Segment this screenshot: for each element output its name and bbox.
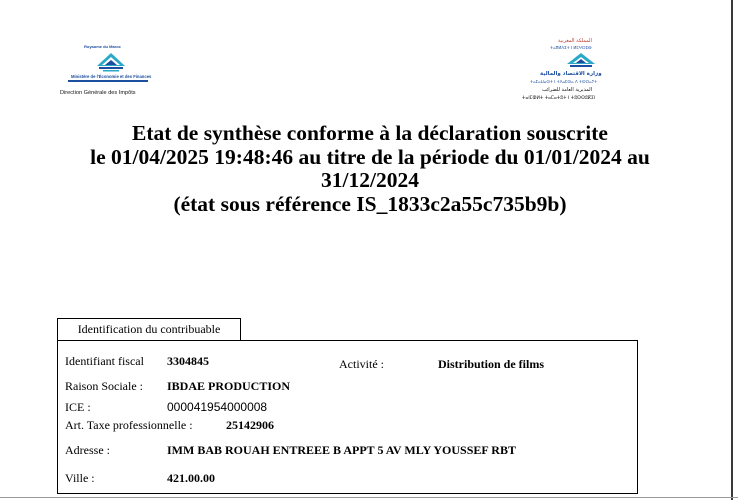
address-value: IMM BAB ROUAH ENTREEE B APPT 5 AV MLY YOUSSEF RBT — [167, 443, 516, 457]
title-line-3: 31/12/2024 — [321, 168, 419, 192]
page-edge-rule — [731, 0, 733, 500]
arabic-kingdom-label: المملكة المغربية — [558, 38, 592, 44]
company-name-value: IBDAE PRODUCTION — [167, 379, 291, 393]
title-line-4: (état sous référence IS_1833c2a55c735b9b) — [173, 191, 567, 216]
ministry-emblem-right-icon — [566, 52, 596, 70]
professional-tax-label: Art. Taxe professionnelle : — [65, 418, 193, 432]
title-line-2: le 01/04/2025 19:48:46 au titre de la période du 01/01/2024 au — [90, 144, 650, 169]
arabic-directorate-label: المديرية العامة للضرائب — [542, 87, 592, 93]
title-line-1: Etat de synthèse conforme à la déclaration souscrite — [132, 121, 608, 145]
company-name-label: Raison Sociale : — [65, 379, 143, 393]
tifinagh-directorate-label: ⵜⴰⵏⵎⵀⵍⵜ ⵜⴰⵎⴰⵜⵓⵜ ⵏ ⵜⵓⵙⵙⵓⴽⵉⵏ — [522, 96, 596, 101]
directorate-label: Direction Générale des Impôts — [60, 90, 136, 96]
identification-box — [57, 340, 638, 494]
ice-value: 000041954000008 — [167, 400, 268, 414]
fiscal-id-label: Identifiant fiscal — [65, 354, 144, 368]
fiscal-id-value: 3304845 — [167, 354, 209, 368]
ice-label: ICE : — [65, 400, 91, 414]
city-label: Ville : — [65, 471, 95, 485]
ministry-logo-right — [520, 38, 630, 108]
tifinagh-kingdom-label: ⵜⴰⴳⵍⴷⵉⵜ ⵏ ⵍⵎⵖⵔⵉⴱ — [550, 45, 592, 50]
logo-underline — [68, 80, 148, 82]
ministry-label: Ministère de l'Économie et des Finances — [71, 74, 152, 79]
activity-label: Activité : — [339, 357, 384, 371]
tifinagh-ministry-label: ⵜⴰⵎⴰⵡⴰⵙⵜ ⵏ ⵜⴷⴰⵎⵙⴰ ⴷ ⵜⵙⵔⴰⵢⵜ — [530, 79, 598, 84]
activity-value: Distribution de films — [438, 357, 545, 371]
address-label: Adresse : — [65, 443, 110, 457]
arabic-ministry-label: وزارة الاقتصاد والمالية — [540, 71, 602, 77]
kingdom-label: Royaume du Maroc — [84, 44, 121, 49]
identification-section-title: Identification du contribuable — [57, 318, 241, 341]
page-bottom-rule — [0, 497, 738, 498]
ministry-emblem-icon — [96, 52, 126, 74]
city-value: 421.00.00 — [167, 471, 215, 485]
ministry-logo-left — [58, 44, 168, 102]
professional-tax-value: 25142906 — [226, 418, 274, 432]
document-title — [40, 122, 700, 216]
